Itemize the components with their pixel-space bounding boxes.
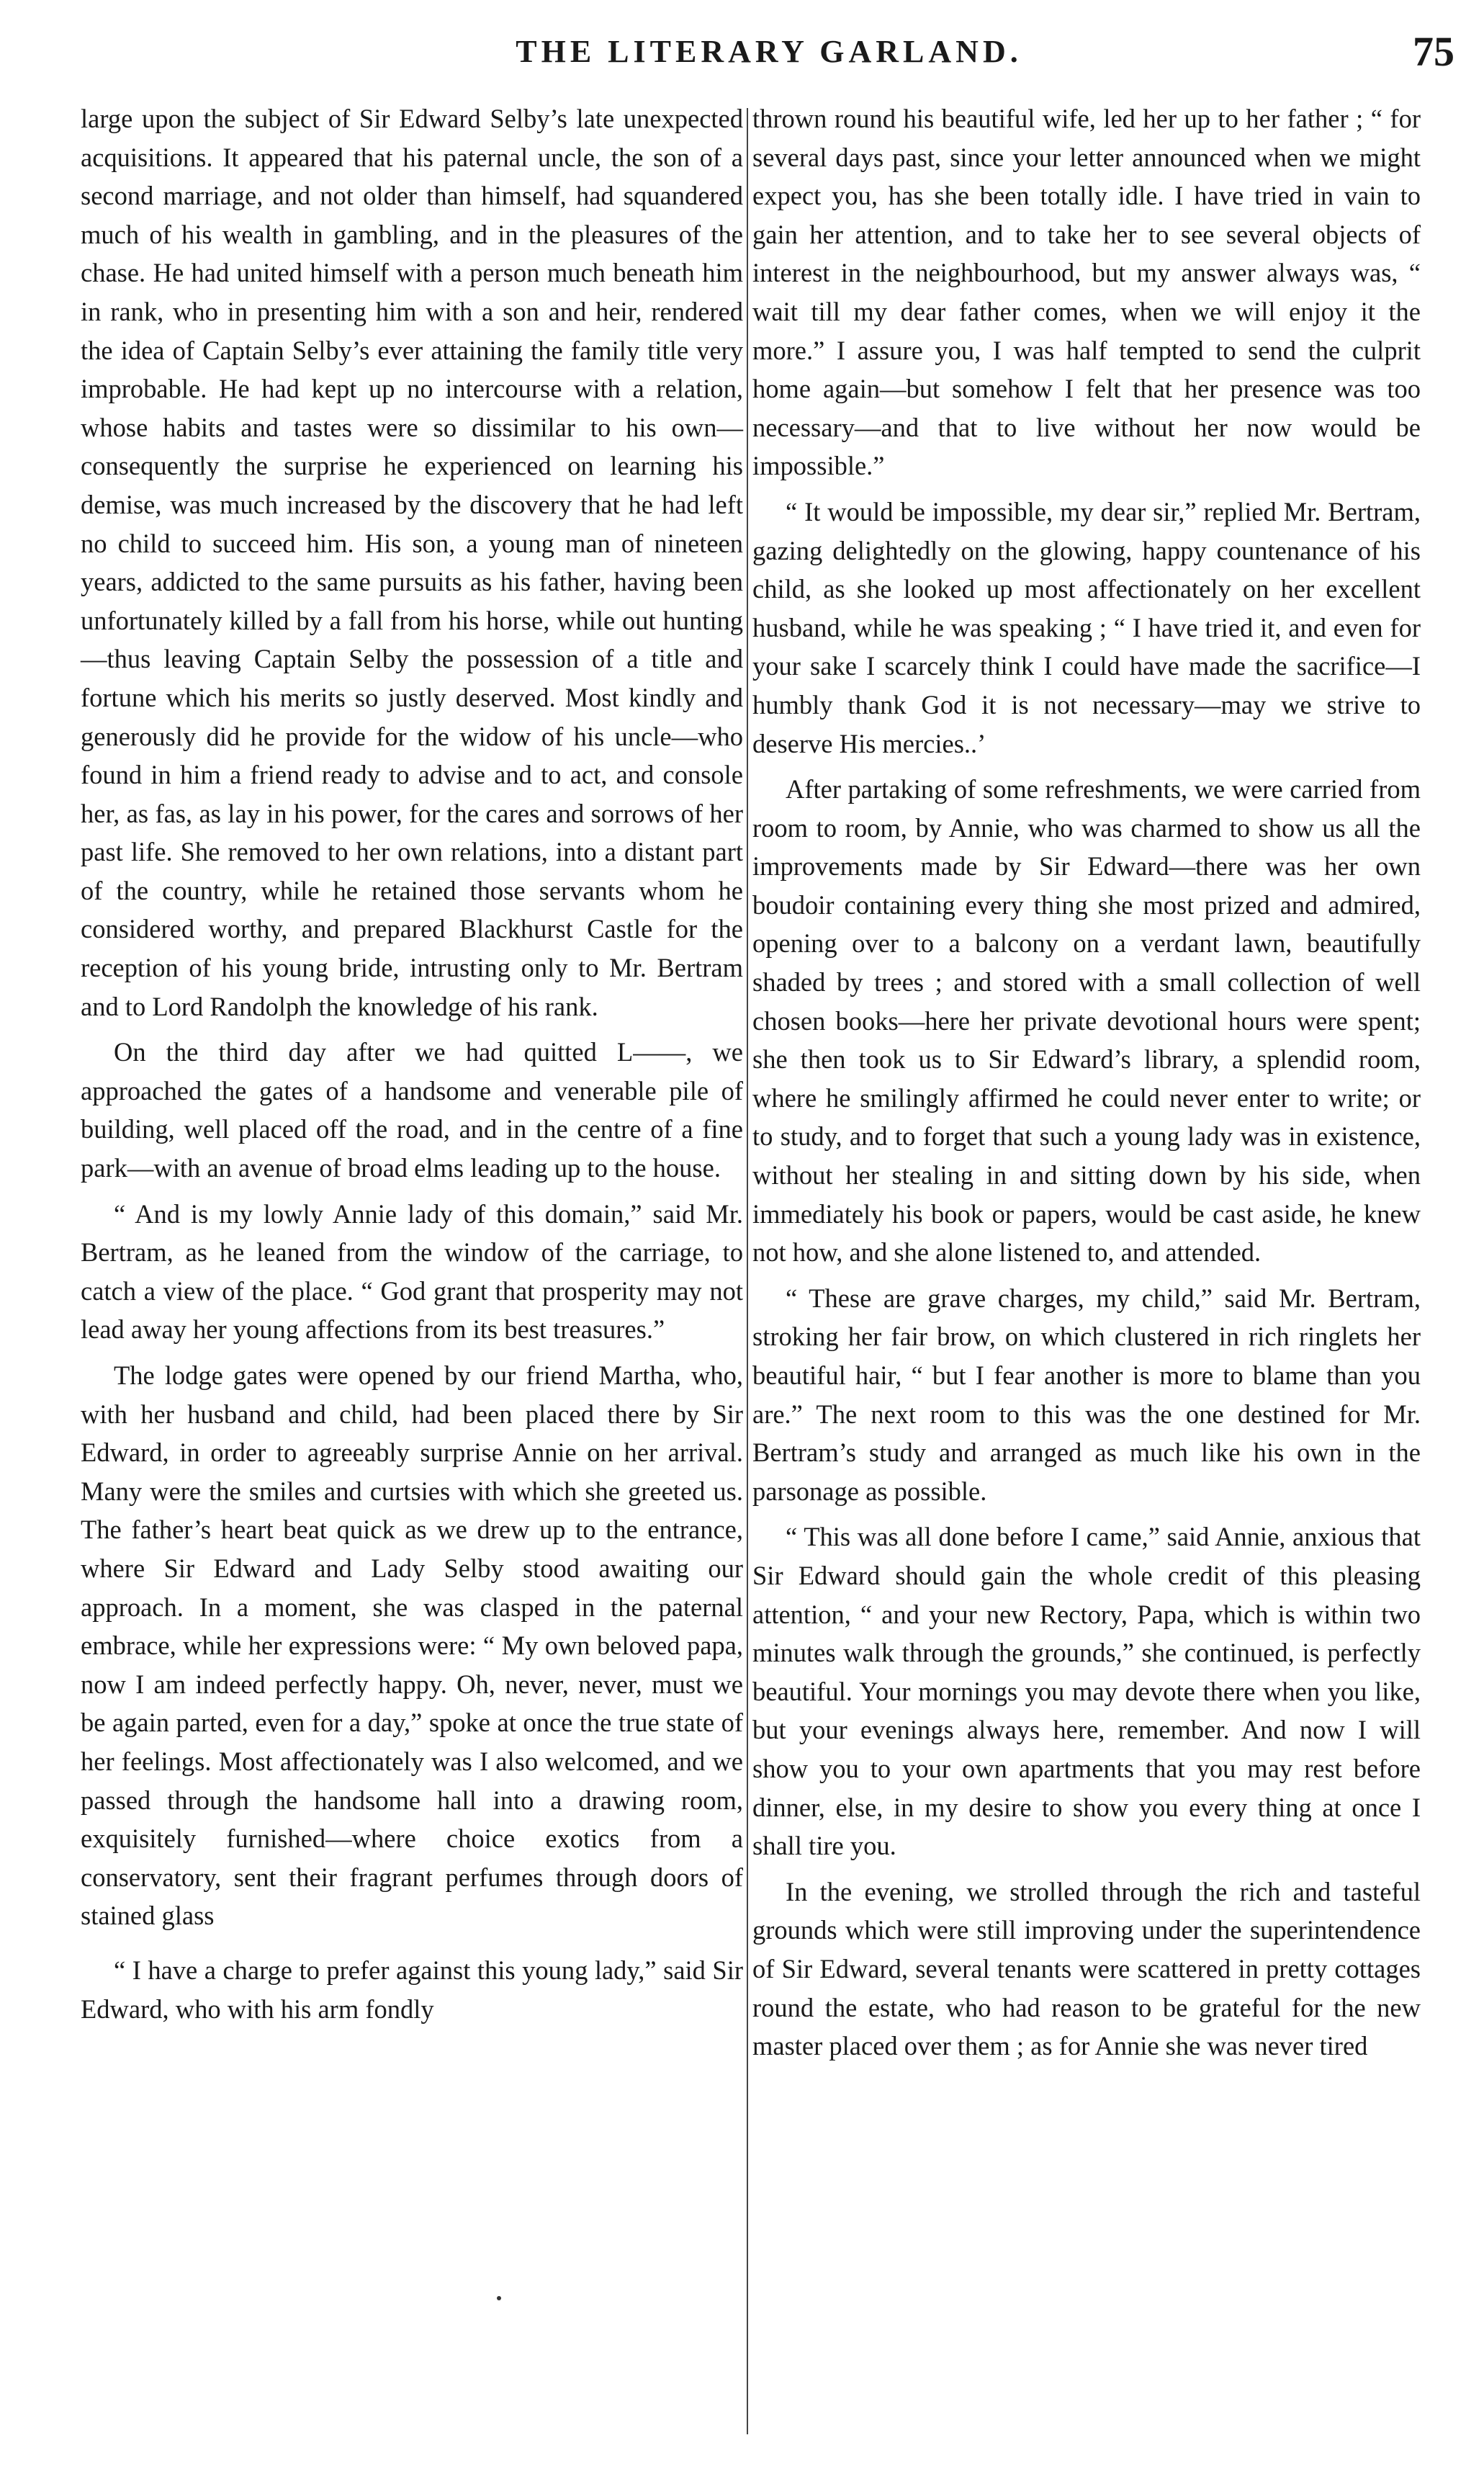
- right-column: [752, 99, 1421, 2073]
- page-number: 75: [1413, 28, 1454, 75]
- paragraph: thrown round his beautiful wife, led her up to her father ; “ for several days past, since your letter announced when we might expect you, has she been totally idle. I have tried in vain to gain her attention, and to take her to see several objects of interest in the neighbourhood, but my answer always was, “ wait till my dear father comes, when we will enjoy it the more.” I assure you, I was half tempted to send the culprit home again—but somehow I felt that her presence was too necessary—and that to live without her now would be impossible.”: [752, 104, 1421, 481]
- paragraph: The lodge gates were opened by our friend Martha, who, with her husband and child, had been placed there by Sir Edward, in order to agreeably surprise Annie on her arrival. Many were the smiles and curtsies with which she greeted us. The father’s heart beat quick as we drew up to the entrance, where Sir Edward and Lady Selby stood awaiting our approach. In a moment, she was clasped in the paternal embrace, while her expressions were: “ My own beloved papa, now I am indeed perfectly happy. Oh, never, never, must we be again parted, even for a day,” spoke at once the true state of her feelings. Most affectionately was I also welcomed, and we passed through the handsome hall into a drawing room, exquisitely furnished—where choice exotics from a conservatory, sent their fragrant perfumes through doors of stained glass: [81, 1360, 743, 1931]
- paragraph: large upon the subject of Sir Edward Selby’s late unexpected acquisitions. It appeared that his paternal uncle, the son of a second marriage, and not older than himself, had squandered much of his wealth in gambling, and in the pleasures of the chase. He had united himself with a person much beneath him in rank, who in presenting him with a son and heir, rendered the idea of Captain Selby’s ever attaining the family title very improbable. He had kept up no intercourse with a relation, whose habits and tastes were so dissimilar to his own—consequently the surprise he experienced on learning his demise, was much increased by the discovery that he had left no child to succeed him. His son, a young man of nineteen years, addicted to the same pursuits as his father, having been unfortunately killed by a fall from his horse, while out hunting—thus leaving Captain Selby the possession of a title and fortune which his merits so justly deserved. Most kindly and generously did he provide for the widow of his uncle—who found in him a friend ready to advise and to act, and console her, as fas, as lay in his power, for the cares and sorrows of her past life. She removed to her own relations, into a distant part of the country, while he retained those servants whom he considered worthy, and prepared Blackhurst Castle for the reception of his young bride, intrusting only to Mr. Bertram and to Lord Randolph the knowledge of his rank.: [81, 104, 743, 1021]
- page-header: [78, 27, 1460, 85]
- paragraph: After partaking of some refreshments, we were carried from room to room, by Annie, who was charmed to show us all the improvements made by Sir Edward—there was her own boudoir containing every thing she most prized and admired, opening over to a balcony on a verdant lawn, beautifully shaded by trees ; and stored with a small collection of well chosen books—here her private devotional hours were spent; she then took us to Sir Edward’s library, a splendid room, where he smilingly affirmed he could never enter to write; or to study, and to forget that such a young lady was in existence, without her stealing in and sitting down by his side, when immediately his book or papers, would be cast aside, he knew not how, and she alone listened to, and attended.: [752, 774, 1421, 1268]
- paragraph: On the third day after we had quitted L——, we approached the gates of a handsome and venerable pile of building, well placed off the road, and in the centre of a fine park—with an avenue of broad elms leading up to the house.: [81, 1037, 743, 1183]
- paragraph: “ This was all done before I came,” said Annie, anxious that Sir Edward should gain the whole credit of this pleasing attention, “ and your new Rectory, Papa, which is within two minutes walk through the grounds,” she continued, is perfectly beautiful. Your mornings you may devote there when you like, but your evenings always here, remember. And now I will show you to your own apartments that you may rest before dinner, else, in my desire to show you every thing at once I shall tire you.: [752, 1522, 1421, 1861]
- paragraph: “ It would be impossible, my dear sir,” replied Mr. Bertram, gazing delightedly on the glowing, happy countenance of his child, as she looked up most affectionately on her excellent husband, while he was speaking ; “ I have tried it, and even for your sake I scarcely think I could have made the sacrifice—I humbly thank God it is not necessary—may we strive to deserve His mercies..’: [752, 496, 1421, 758]
- paragraph: “ I have a charge to prefer against this young lady,” said Sir Edward, who with his arm fondly: [81, 1955, 743, 2024]
- paragraph: In the evening, we strolled through the rich and tasteful grounds which were still improving under the superintendence of Sir Edward, several tenants were scattered in pretty cottages round the estate, who had reason to be grateful for the new master placed over them ; as for Annie she was never tired: [752, 1876, 1421, 2061]
- ink-speck: [497, 2296, 501, 2300]
- paragraph: “ These are grave charges, my child,” said Mr. Bertram, stroking her fair brow, on which clustered in rich ringlets her beautiful hair, “ but I fear another is more to blame than you are.” The next room to this was the one destined for Mr. Bertram’s study and arranged as much like his own in the parsonage as possible.: [752, 1283, 1421, 1506]
- paragraph: “ And is my lowly Annie lady of this domain,” said Mr. Bertram, as he leaned from the window of the carriage, to catch a view of the place. “ God grant that prosperity may not lead away her young affections from its best treasures.”: [81, 1198, 743, 1345]
- running-title: THE LITERARY GARLAND.: [516, 34, 1022, 69]
- column-divider: [747, 108, 748, 2434]
- left-column: [81, 99, 743, 2035]
